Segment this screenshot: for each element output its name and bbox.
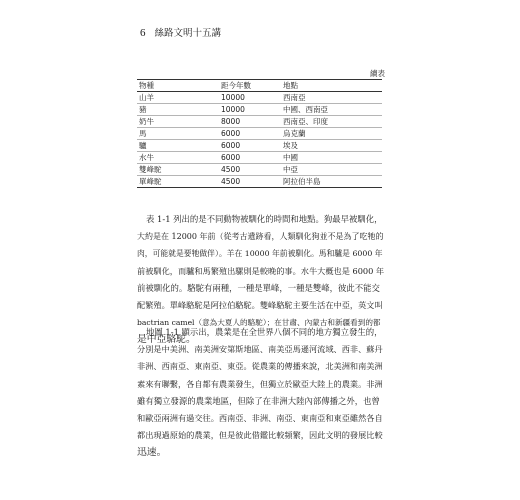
cell-species: 雙峰駝 xyxy=(139,165,162,174)
book-title: 絲路文明十五講 xyxy=(154,28,222,39)
cell-location: 西南亞 xyxy=(283,93,306,102)
text-line: 和歐亞兩洲有過交往。西南亞、非洲、南亞、東南亞和東亞雖然各自 xyxy=(137,413,383,424)
domestication-table xyxy=(137,79,382,188)
text-line: 雖有獨立發源的農業地區，但除了在非洲大陸內部傳播之外，也曾 xyxy=(137,395,380,406)
cell-location: 埃及 xyxy=(283,141,298,150)
cell-years: 4500 xyxy=(221,177,241,186)
text-line: 表 1-1 列出的是不同動物被馴化的時間和地點。狗最早被馴化， xyxy=(146,214,383,224)
table-row xyxy=(137,140,382,152)
cell-years: 4500 xyxy=(221,165,241,174)
page-number: 6 xyxy=(140,27,146,39)
text-line: 地圖 1-1 顯示出，農業是在全世界八個不同的地方獨立發生的， xyxy=(146,327,383,337)
table-row xyxy=(137,92,382,104)
text-line: 都出現過原始的農業，但是彼此借鑑比較頻繁，因此文明的發展比較 xyxy=(137,430,383,441)
text-line: 迅速。 xyxy=(137,447,167,459)
cell-years: 6000 xyxy=(221,141,241,150)
cell-location: 中國 xyxy=(283,153,298,162)
cell-location: 烏克蘭 xyxy=(283,129,306,138)
cell-species: 水牛 xyxy=(139,153,154,162)
text-line: 素來有聯繫，各自都有農業發生，但獨立於歐亞大陸上的農業。非洲 xyxy=(137,378,383,389)
text-line: 非洲、西南亞、東南亞、東亞。從農業的傳播來說，北美洲和南美洲 xyxy=(137,361,383,372)
table-row xyxy=(137,176,382,188)
table-row xyxy=(137,104,382,116)
cell-location: 中亞 xyxy=(283,165,298,174)
text-line: 分別是中美洲、南美洲安第斯地區、南美亞馬遜河流域、西非、蘇丹 xyxy=(137,344,383,355)
text-line: 肉，可能就是要牠做伴）。羊在 10000 年前被馴化。馬和驢是 6000 年 xyxy=(137,249,383,259)
text-line: 是中亞駱駝。 xyxy=(137,334,196,346)
running-header xyxy=(140,25,221,39)
body-paragraph-agriculture xyxy=(137,324,385,462)
text-line: 前被馴化，而驢和馬繁殖出騾則是較晚的事。水牛大概也是 6000 年 xyxy=(137,265,385,276)
text-line: 大約是在 12000 年前（從考古遺跡看，人類馴化狗並不是為了吃牠的 xyxy=(137,232,384,242)
cell-species: 單峰駝 xyxy=(139,177,162,186)
cell-species: 馬 xyxy=(139,129,147,138)
cell-species: 奶牛 xyxy=(139,117,154,126)
table-row xyxy=(137,164,382,176)
cell-years: 6000 xyxy=(221,129,241,138)
cell-location: 阿拉伯半島 xyxy=(283,177,321,186)
table-row xyxy=(137,116,382,128)
cell-years: 8000 xyxy=(221,117,241,126)
text-line: 配繁殖。單峰駱駝是阿拉伯駱駝。雙峰駱駝主要生活在中亞，英文叫 xyxy=(137,300,383,311)
cell-species: 山羊 xyxy=(139,93,154,102)
cell-species: 豬 xyxy=(139,105,147,114)
table-header-row xyxy=(137,80,382,92)
cell-location: 西南亞、印度 xyxy=(283,117,328,126)
cell-years: 10000 xyxy=(221,93,245,102)
table-row xyxy=(137,128,382,140)
column-header-years: 距今年數 xyxy=(221,81,251,90)
column-header-location: 地點 xyxy=(283,81,298,90)
cell-years: 6000 xyxy=(221,153,241,162)
cell-years: 10000 xyxy=(221,105,245,114)
cell-location: 中國、西南亞 xyxy=(283,105,328,114)
cell-species: 驢 xyxy=(139,141,147,150)
text-line: 前被馴化的。駱駝有兩種，一種是單峰，一種是雙峰，彼此不能交 xyxy=(137,282,380,293)
text-line: bactrian camel（意為大夏人的駱駝）；在甘肅、內蒙古和新疆看到的都 xyxy=(137,318,381,328)
column-header-species: 物種 xyxy=(139,81,154,90)
table-continuation-label: 續表 xyxy=(370,69,385,78)
table-row xyxy=(137,152,382,164)
